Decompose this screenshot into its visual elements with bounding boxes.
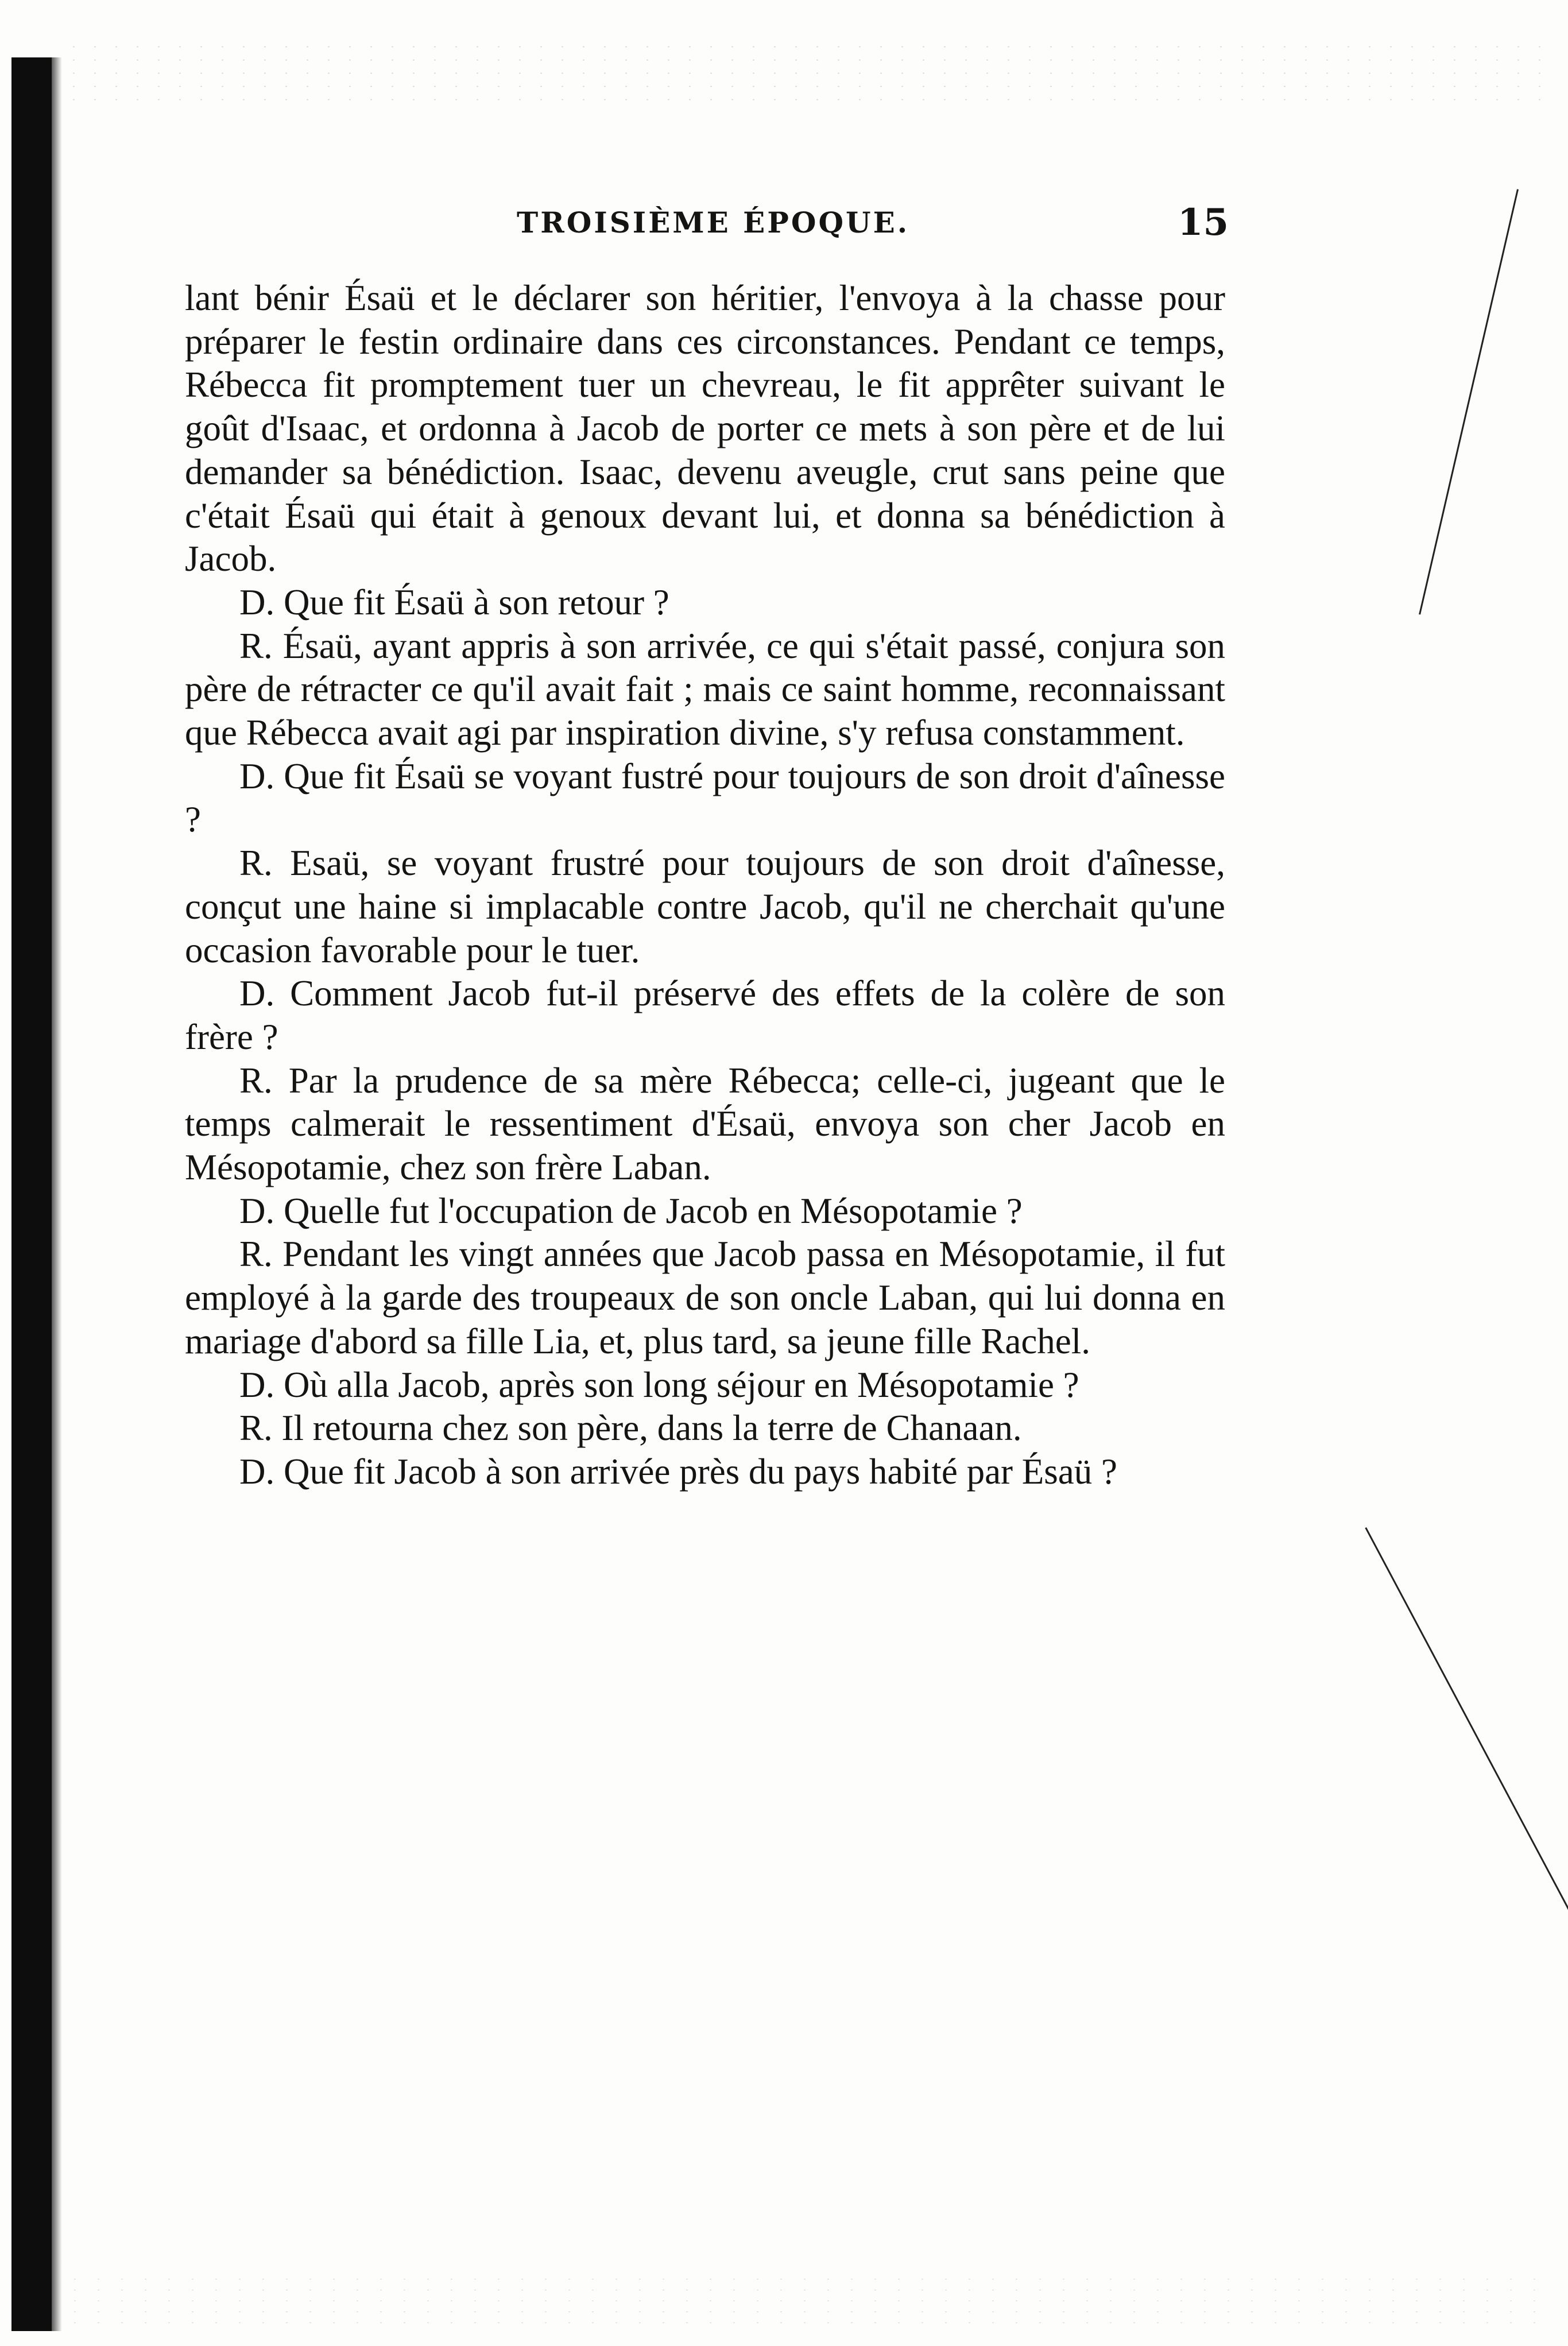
question-paragraph: D. Où alla Jacob, après son long séjour en Mésopotamie ?	[239, 1364, 1079, 1405]
answer-paragraph: R. Ésaü, ayant appris à son arrivée, ce qui s'était passé, conjura son père de rétracter ce qu'il avait fait ; mais ce saint homme, reconnaissant que Rébecca avait agi par inspiration divine, s'y refusa constamment.	[185, 625, 1225, 753]
paragraph-continuation: lant bénir Ésaü et le déclarer son héritier, l'envoya à la chasse pour préparer le festin ordinaire dans ces circonstances. Pendant ce temps, Rébecca fit promptement tuer un chevreau, le fit apprêter suivant le goût d'Isaac, et ordonna à Jacob de porter ce mets à son père et de lui demander sa bénédiction. Isaac, devenu aveugle, crut sans peine que c'était Ésaü qui était à genoux devant lui, et donna sa bénédiction à Jacob.	[185, 278, 1225, 579]
answer-paragraph: R. Il retourna chez son père, dans la terre de Chanaan.	[239, 1408, 1022, 1449]
question-paragraph: D. Que fit Ésaü à son retour ?	[239, 582, 669, 622]
binding-gradient	[52, 57, 62, 2331]
binding-edge-shadow	[11, 57, 52, 2331]
page-edge-line-upper	[1419, 189, 1519, 614]
running-head: TROISIÈME ÉPOQUE.	[517, 206, 910, 239]
answer-paragraph: R. Esaü, se voyant frustré pour toujours de son droit d'aînesse, conçut une haine si implacable contre Jacob, qu'il ne cherchait qu'une occasion favorable pour le tuer.	[185, 843, 1225, 970]
page-edge-line-lower	[1365, 1527, 1568, 1913]
question-paragraph: D. Que fit Jacob à son arrivée près du pays habité par Ésaü ?	[239, 1451, 1117, 1492]
bottom-scan-noise	[63, 2274, 1556, 2325]
top-scan-noise	[63, 40, 1556, 109]
answer-paragraph: R. Par la prudence de sa mère Rébecca; celle-ci, jugeant que le temps calmerait le ressentiment d'Ésaü, envoya son cher Jacob en Mésopotamie, chez son frère Laban.	[185, 1060, 1225, 1188]
question-paragraph: D. Quelle fut l'occupation de Jacob en Mésopotamie ?	[239, 1190, 1023, 1231]
question-paragraph: D. Comment Jacob fut-il préservé des effets de la colère de son frère ?	[185, 973, 1225, 1057]
answer-paragraph: R. Pendant les vingt années que Jacob passa en Mésopotamie, il fut employé à la garde des troupeaux de son oncle Laban, qui lui donna en mariage d'abord sa fille Lia, et, plus tard, sa jeune fille Rachel.	[185, 1234, 1225, 1361]
page-header	[184, 201, 1229, 247]
page-number: 15	[1177, 201, 1229, 244]
body-text	[185, 277, 1225, 1494]
question-paragraph: D. Que fit Ésaü se voyant fustré pour toujours de son droit d'aînesse ?	[185, 756, 1225, 840]
